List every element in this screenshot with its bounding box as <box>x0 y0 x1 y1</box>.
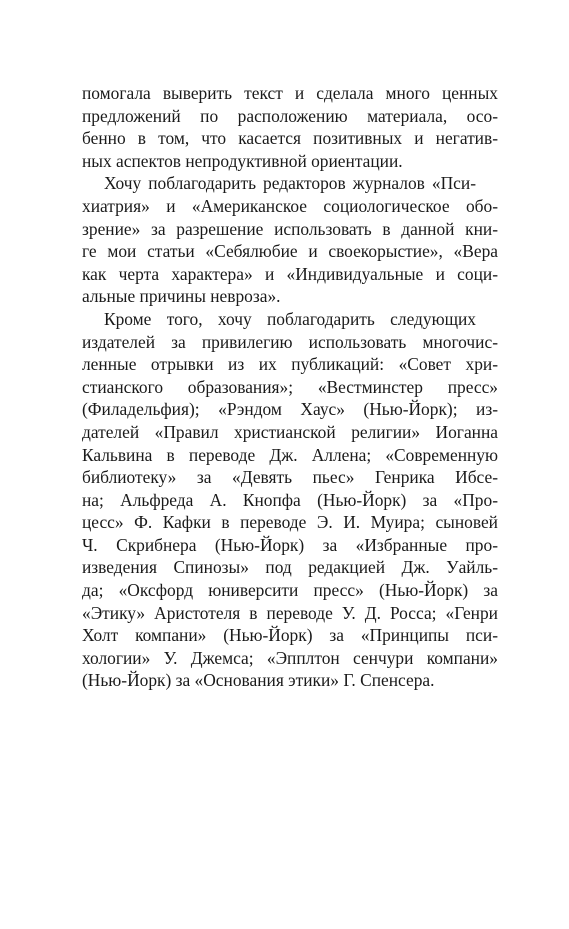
text-line: Ч. Скрибнера (Нью-Йорк) за «Избранные про- <box>82 534 498 555</box>
text-line: дателей «Правил христианской религии» Иоганна <box>82 421 498 442</box>
text-line: предложений по расположению материала, осо- <box>82 105 498 126</box>
text-line: хиатрия» и «Американское социологическое обо- <box>82 195 498 216</box>
text-line: бенно в том, что касается позитивных и негатив- <box>82 128 498 149</box>
text-line: ленные отрывки из их публикаций: «Совет хри- <box>82 354 498 375</box>
text-line: стианского образования»; «Вестминстер пресс» <box>82 376 498 397</box>
text-line: Кроме того, хочу поблагодарить следующих <box>104 308 476 329</box>
paragraph-journal-editors <box>82 172 498 308</box>
text-line: да; «Оксфорд юниверсити пресс» (Нью-Йорк) за <box>82 580 498 601</box>
text-line: альные причины невроза». <box>82 286 281 307</box>
text-line: изведения Спинозы» под редакцией Дж. Уайль- <box>82 557 498 578</box>
page-body-text <box>82 82 498 692</box>
text-line: Холт компани» (Нью-Йорк) за «Принципы пси- <box>82 625 498 646</box>
paragraph-acknowledgment-continuation <box>82 82 498 172</box>
text-line: ге мои статьи «Себялюбие и своекорыстие», «Вера <box>82 241 498 262</box>
text-line: ных аспектов непродуктивной ориентации. <box>82 150 403 171</box>
text-line: помогала выверить текст и сделала много ценных <box>82 83 498 103</box>
text-line: библиотеку» за «Девять пьес» Генрика Ибсе- <box>82 467 498 488</box>
text-line: «Этику» Аристотеля в переводе У. Д. Росса; «Генри <box>82 602 498 623</box>
text-line: Кальвина в переводе Дж. Аллена; «Современную <box>82 444 498 465</box>
text-line: как черта характера» и «Индивидуальные и соци- <box>82 263 498 284</box>
text-line: Хочу поблагодарить редакторов журналов «Пси- <box>104 173 476 194</box>
text-line: хологии» У. Джемса; «Эпплтон сенчури компани» <box>82 647 498 668</box>
paragraph-publishers <box>82 308 498 692</box>
text-line: издателей за привилегию использовать многочис- <box>82 331 498 352</box>
text-line: цесс» Ф. Кафки в переводе Э. И. Муира; сыновей <box>82 512 498 533</box>
text-line: на; Альфреда А. Кнопфа (Нью-Йорк) за «Про- <box>82 489 498 510</box>
text-line: (Нью-Йорк) за «Основания этики» Г. Спенсера. <box>82 670 435 691</box>
text-line: (Филадельфия); «Рэндом Хаус» (Нью-Йорк); из- <box>82 399 498 420</box>
text-line: зрение» за разрешение использовать в данной кни- <box>82 218 498 239</box>
